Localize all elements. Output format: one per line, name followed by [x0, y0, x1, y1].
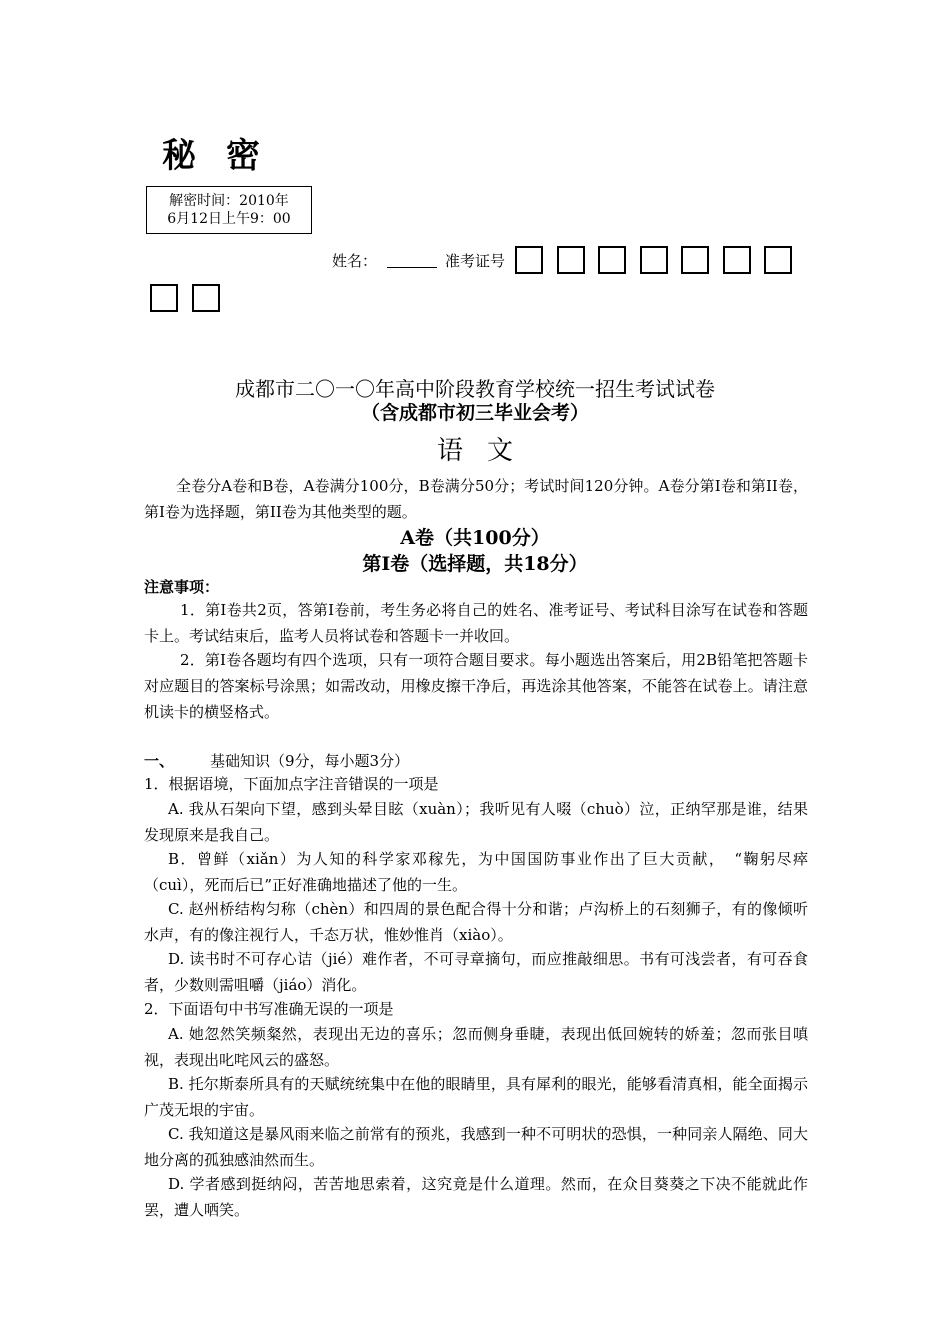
question-1-option-d: D. 读书时不可存心诘（jié）难作者，不可寻章摘句，而应推敲细思。书有可浅尝者，有可吞食者，少数则需咀嚼（jiáo）消化。 [144, 950, 808, 994]
question-1-option-c: C. 赵州桥结构匀称（chèn）和四周的景色配合得十分和谐；卢沟桥上的石刻狮子，有的像倾听水声，有的像注视行人，千态万状，惟妙惟肖（xiào）。 [144, 900, 808, 944]
section-1-heading [144, 750, 409, 771]
exam-subtitle: （含成都市初三毕业会考） [360, 402, 589, 424]
intro-text: 全卷分A卷和B卷，A卷满分100分，B卷满分50分；考试时间120分钟。A卷分第I卷和第II卷，第I卷为选择题，第II卷为其他类型的题。 [144, 477, 808, 521]
name-blank[interactable] [387, 253, 437, 268]
section-1-number: 一、 [144, 752, 175, 770]
candidate-info-row [332, 246, 806, 274]
note-1: 1．第I卷共2页，答第I卷前，考生务必将自己的姓名、准考证号、考试科目涂写在试卷和答题卡上。考试结束后，监考人员将试卷和答题卡一并收回。 [144, 601, 808, 645]
question-1-option-b: B．曾鲜（xiǎn）为人知的科学家邓稼先，为中国国防事业作出了巨大贡献， “鞠躬尽瘁（cuì），死而后已”正好准确地描述了他的一生。 [144, 850, 808, 894]
question-1-stem: 1．根据语境，下面加点字注音错误的一项是 [144, 775, 439, 793]
id-digit-box[interactable] [681, 246, 709, 274]
declass-line-1: 解密时间：2010年 [169, 193, 289, 209]
declassification-box [146, 186, 312, 234]
id-digit-box[interactable] [515, 246, 543, 274]
subject-title: 语文 [436, 436, 537, 466]
part-a-heading: A卷（共100分） [400, 527, 550, 549]
id-digit-box[interactable] [723, 246, 751, 274]
part-1-heading: 第I卷（选择题，共18分） [362, 553, 588, 575]
secret-mark: 秘密 [162, 136, 290, 176]
name-label: 姓名： [332, 251, 378, 270]
question-2-option-c: C. 我知道这是暴风雨来临之前常有的预兆，我感到一种不可明状的恐惧，一种同亲人隔绝、同大地分离的孤独感油然而生。 [144, 1125, 808, 1169]
id-digit-box[interactable] [557, 246, 585, 274]
exam-title: 成都市二〇一〇年高中阶段教育学校统一招生考试试卷 [235, 377, 715, 401]
id-digit-box[interactable] [764, 246, 792, 274]
id-label: 准考证号 [445, 251, 506, 270]
question-2-option-a: A. 她忽然笑频粲然，表现出无边的喜乐；忽而侧身垂睫，表现出低回婉转的娇羞；忽而张目嗔视，表现出叱咤风云的盛怒。 [144, 1025, 808, 1069]
id-digit-box[interactable] [598, 246, 626, 274]
question-2-option-d: D. 学者感到挺纳闷，苦苦地思索着，这究竟是什么道理。然而，在众目葵葵之下决不能就此作罢，遭人哂笑。 [144, 1175, 808, 1219]
id-digit-box[interactable] [150, 284, 178, 312]
question-2-stem: 2．下面语句中书写准确无误的一项是 [144, 1000, 394, 1018]
note-2: 2．第I卷各题均有四个选项，只有一项符合题目要求。每小题选出答案后，用2B铅笔把答题卡对应题目的答案标号涂黑；如需改动，用橡皮擦干净后，再选涂其他答案，不能答在试卷上。请注意机读卡的横竖格式。 [144, 651, 808, 721]
question-2-option-b: B. 托尔斯泰所具有的天赋统统集中在他的眼睛里，具有犀利的眼光，能够看清真相，能全面揭示广茂无垠的宇宙。 [144, 1075, 808, 1119]
notes-heading: 注意事项： [144, 578, 220, 596]
section-1-title: 基础知识（9分，每小题3分） [210, 752, 410, 770]
id-digit-box[interactable] [192, 284, 220, 312]
id-boxes-row2 [150, 284, 233, 312]
id-boxes-row1 [515, 246, 806, 274]
id-digit-box[interactable] [640, 246, 668, 274]
declass-line-2: 6月12日上午9：00 [167, 211, 291, 227]
question-1-option-a: A. 我从石架向下望，感到头晕目眩（xuàn）；我听见有人啜（chuò）泣，正纳罕那是谁，结果发现原来是我自己。 [144, 800, 808, 844]
